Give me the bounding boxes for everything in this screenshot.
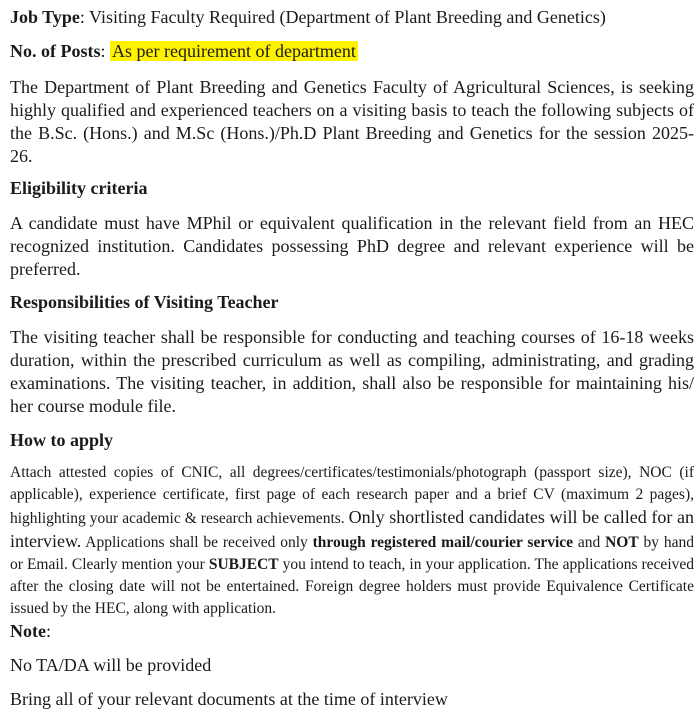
responsibilities-heading: Responsibilities of Visiting Teacher (10, 292, 279, 312)
note-line: Note: (10, 621, 51, 641)
intro-text-2: Faculty of Agricultural Sciences, is seeking highly qualified and experienced teachers on a visiting basis to teach the following subjects of the B.Sc. (Hons.) and M.Sc (Hons.)/Ph.D (10, 77, 694, 143)
apply-text-5: and (573, 534, 606, 551)
eligibility-text: A candidate must have MPhil or equivalent qualification in the relevant field from an HEC recognized institution. Candidates possessing PhD degree and relevant experience will be preferred. (10, 213, 694, 279)
posts-label: No. of Posts (10, 41, 101, 61)
intro-paragraph (10, 76, 694, 168)
apply-heading: How to apply (10, 430, 114, 450)
apply-not: NOT (605, 534, 639, 551)
intro-text-3: for the session 2025-26. (10, 123, 694, 166)
job-type-value: Visiting Faculty Required (Department of Plant Breeding and Genetics) (89, 7, 606, 27)
apply-text-7: by hand or Email. Clearly mention your (10, 534, 694, 573)
note-heading: Note (10, 621, 46, 641)
intro-text-1: The (10, 77, 45, 97)
posts-line: No. of Posts: As per requirement of department (10, 41, 356, 61)
posts-value-highlight: As per requirement of department (112, 41, 356, 61)
apply-shortlist-text: Only shortlisted candidates will be called for an interview. (10, 507, 695, 551)
apply-text (10, 462, 694, 620)
note-line-2: Bring all of your relevant documents at the time of interview (10, 689, 448, 709)
apply-registered-mail: through registered mail/courier service (312, 534, 574, 551)
apply-text-1: Attach attested copies of CNIC, all degrees/certificates/testimonials/photograph (passport size), NOC (if applicable), experience certificate, first page of each research paper and a brief CV (maximum 2 pages), highlighting your academic & research achievements. (10, 464, 694, 527)
apply-text-9: you intend to teach, in your application. The applications received after the closing date will not be entertained. Foreign degree holders must provide Equivalence Certificate issued by the HEC, along with application. (10, 556, 695, 617)
apply-text-3: Applications shall be received only (81, 534, 313, 551)
eligibility-heading: Eligibility criteria (10, 178, 148, 198)
note-line-1: No TA/DA will be provided (10, 655, 212, 675)
apply-subject: SUBJECT (208, 556, 279, 573)
intro-department: Department of Plant Breeding and Genetics (44, 77, 367, 97)
job-type-line: Job Type: Visiting Faculty Required (Department of Plant Breeding and Genetics) (10, 7, 606, 27)
responsibilities-text: The visiting teacher shall be responsible for conducting and teaching courses of 16-18 weeks duration, within the prescribed curriculum as well as compiling, administrating, and grading examinations. The visiting teacher, in addition, shall also be responsible for maintaining his/ her course module file. (10, 327, 694, 416)
intro-program: Plant Breeding and Genetics (322, 123, 533, 143)
job-type-label: Job Type (10, 7, 80, 27)
